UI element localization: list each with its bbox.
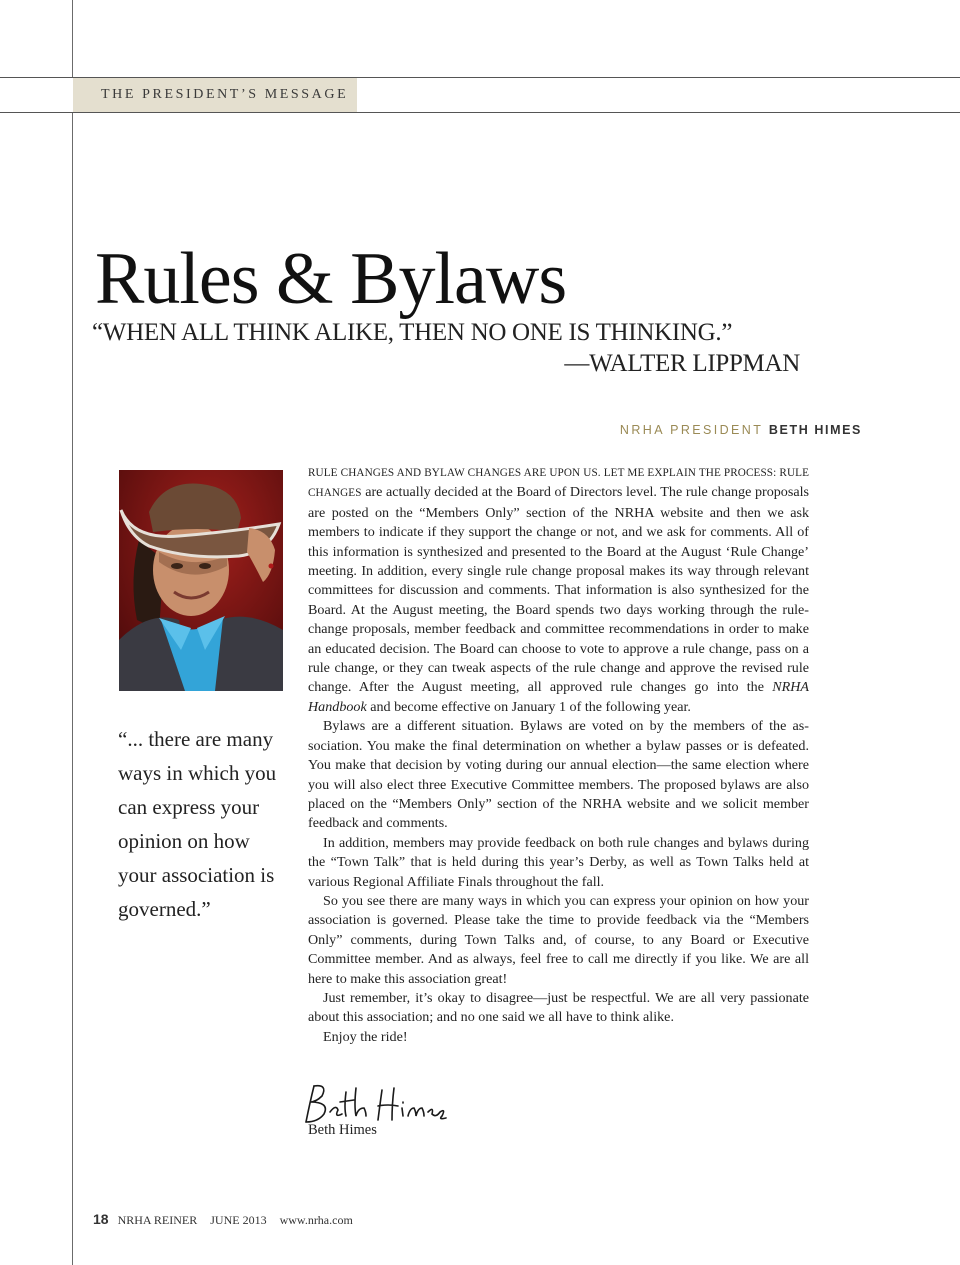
epigraph-author: —WALTER LIPPMAN [564, 350, 800, 377]
author-byline [560, 423, 862, 437]
body-paragraph-2: Bylaws are a different situation. Bylaws are voted on by the members of the association. You make the final determination on whether a bylaw passes or is defeated. You make that decision by voting during our annual election—the same election where you will also elect three Executive Committee members. The proposed bylaws are also placed on the “Members Only” section of the NRHA website and we solicit member feedback and comments. [308, 718, 809, 832]
publication-name: NRHA REINER [117, 1213, 198, 1227]
handbook-title: NRHA Handbook [308, 679, 809, 715]
page-margin-rule [72, 0, 73, 1265]
epigraph-quote: “WHEN ALL THINK ALIKE, THEN NO ONE IS THINKING.” [92, 319, 733, 346]
handwritten-signature [300, 1078, 450, 1128]
president-portrait-photo [119, 470, 283, 691]
portrait-illustration [119, 470, 283, 691]
issue-date: JUNE 2013 [210, 1213, 267, 1227]
website-link[interactable]: www.nrha.com [279, 1213, 353, 1227]
lead-in-smallcaps: RULE CHANGES AND BYLAW CHANGES ARE UPON US. LET ME EXPLAIN THE PROCESS: RULE CHANGES [308, 467, 809, 500]
signature-printed-name: Beth Himes [308, 1122, 377, 1138]
pull-quote: “... there are many ways in which you can express your opinion on how your association is governed.” [118, 727, 277, 921]
body-paragraph-3: In addition, members may provide feedback on both rule changes and bylaws during the “Town Talk” that is held during this year’s Derby, as well as Town Talks held at various Regional Affiliate Finals throughout the fall. [308, 834, 809, 890]
article-title: Rules & Bylaws [95, 238, 567, 320]
body-paragraph-6: Enjoy the ride! [323, 1028, 408, 1045]
body-paragraph-4: So you see there are many ways in which you can express your opinion on how your association is governed. Please take the time to provide feedback via the “Members Only” comments, during Town Talks and, of course, to any Board or Executive Committee member. And as always, feel free to call me directly if you like. We are all here to make this association great! [308, 892, 809, 987]
page-number: 18 [93, 1211, 109, 1227]
body-paragraph-5: Just remember, it’s okay to disagree—just be respectful. We are all very passionate about this association; and no one said we all have to think alike. [308, 989, 809, 1026]
body-text: and become effective on January 1 of the following year. [366, 698, 691, 715]
byline-role: NRHA PRESIDENT [619, 423, 764, 437]
section-label: THE PRESIDENT’S MESSAGE [101, 87, 349, 102]
section-banner [0, 77, 960, 113]
body-text: are actually decided at the Board of Directors level. The rule change proposals are posted on the “Members Only” section of the NRHA website and then we ask members to indicate if they support the change or not, and we ask for comments. All of this information is synthesized and presented to the Board at the August ‘Rule Change’ meeting. In addition, every single rule change proposal makes its way through relevant committees for discussion and comments. That information is also synthesized for the Board. At the August meeting, the Board spends two days working through the rule-change proposals, member feedback and committee recommendations in order to make an educated decision. The Board can choose to vote to approve a rule change, pass on a rule change, or they can tweak aspects of the rule change and approve the revised rule change. After the August meeting, all approved rule changes go into the [308, 484, 809, 696]
page-footer [93, 1211, 353, 1228]
body-paragraph-1 [308, 463, 809, 717]
article-body [308, 463, 809, 1047]
byline-name: BETH HIMES [768, 423, 862, 437]
